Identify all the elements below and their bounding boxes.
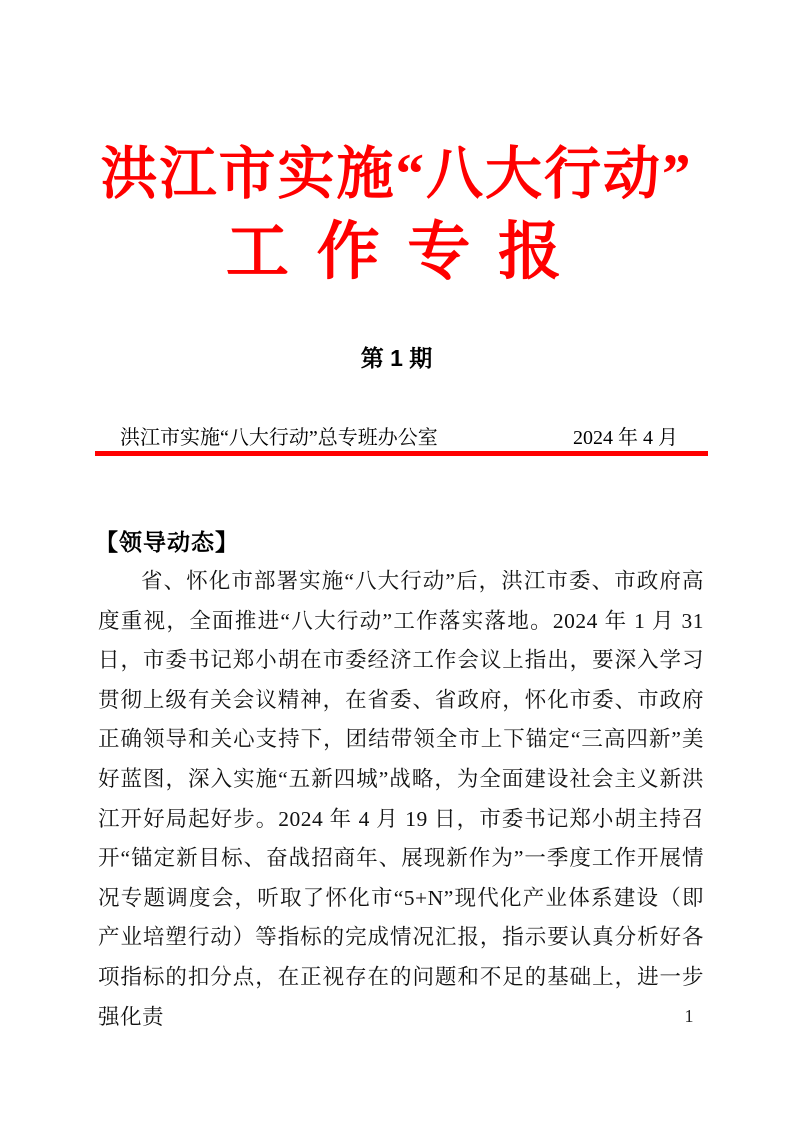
issue-number: 第 1 期	[360, 345, 433, 371]
publication-info-row	[120, 421, 678, 450]
red-divider-rule	[95, 451, 708, 456]
page-number: 1	[684, 1006, 694, 1026]
section-heading: 【领导动态】	[95, 529, 239, 555]
issuing-office: 洪江市实施“八大行动”总专班办公室	[120, 427, 438, 449]
publication-date: 2024 年 4 月	[573, 427, 678, 449]
document-title-line2: 工 作 专 报	[225, 217, 568, 287]
document-title-line1: 洪江市实施“八大行动”	[100, 143, 693, 206]
body-paragraph: 省、怀化市部署实施“八大行动”后，洪江市委、市政府高度重视，全面推进“八大行动”工作落实落地。2024 年 1 月 31 日，市委书记郑小胡在市委经济工作会议上指出，要深入学习贯彻上级有关会议精神，在省委、省政府，怀化市委、市政府正确领导和关心支持下，团结带领全市上下锚定“三高四新”美好蓝图，深入实施“五新四城”战略，为全面建设社会主义新洪江开好局起好步。2024 年 4 月 19 日，市委书记郑小胡主持召开“锚定新目标、奋战招商年、展现新作为”一季度工作开展情况专题调度会，听取了怀化市“5+N”现代化产业体系建设（即产业培塑行动）等指标的完成情况汇报，指示要认真分析好各项指标的扣分点，在正视存在的问题和不足的基础上，进一步强化责	[98, 569, 704, 1029]
